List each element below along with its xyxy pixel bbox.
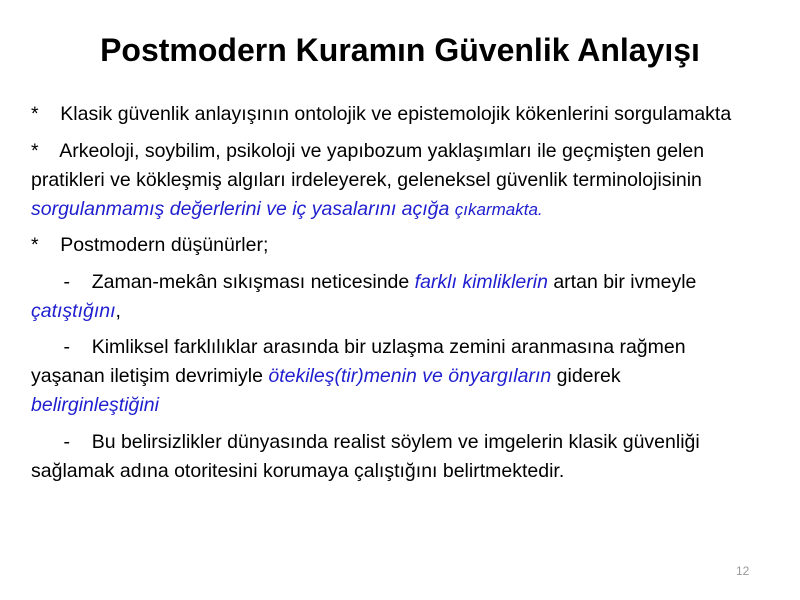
dash-marker: - (63, 270, 71, 293)
paragraph-text: artan bir ivmeyle (547, 270, 697, 293)
emphasized-text: belirginleştiğini (31, 394, 159, 416)
bullet-paragraph-1 (31, 100, 751, 129)
bullet-paragraph-2 (31, 137, 751, 224)
bullet-marker: * (31, 103, 39, 125)
paragraph-text: , (115, 299, 121, 322)
paragraph-text: Klasik güvenlik anlayışının ontolojik ve epistemolojik kökenlerini sorgulamakta (60, 103, 732, 125)
paragraph-text: giderek (551, 365, 621, 387)
emphasized-text: çatıştığını (31, 299, 116, 322)
bullet-paragraph-3 (31, 231, 751, 260)
bullet-marker: * (31, 139, 39, 162)
slide-content (31, 100, 751, 493)
paragraph-text: Bu belirsizlikler dünyasında realist söylem ve imgelerin klasik güvenliği sağlamak adına otoritesini korumaya çalıştığını belirtmektedir. (31, 430, 700, 482)
paragraph-text: Postmodern düşünürler; (60, 234, 269, 256)
emphasized-text: ötekileş(tir)menin ve önyargıların (268, 365, 552, 387)
emphasized-text: farklı kimliklerin (414, 270, 548, 293)
dash-paragraph-3 (31, 428, 751, 486)
paragraph-text: Zaman-mekân sıkışması neticesinde (91, 270, 415, 293)
dash-marker: - (63, 430, 71, 453)
slide-title: Postmodern Kuramın Güvenlik Anlayışı (100, 32, 700, 68)
emphasized-text: çıkarmakta. (454, 199, 543, 219)
dash-paragraph-1 (31, 268, 751, 326)
dash-paragraph-2 (31, 333, 751, 420)
emphasized-text: sorgulanmamış değerlerini ve iç yasalarını açığa (31, 197, 455, 220)
paragraph-text: Arkeoloji, soybilim, psikoloji ve yapıbozum yaklaşımları ile geçmişten gelen pratikleri ve kökleşmiş algıları irdeleyerek, geleneksel güvenlik terminolojisinin (31, 139, 705, 191)
dash-marker: - (63, 336, 71, 358)
bullet-marker: * (31, 234, 39, 256)
page-number: 12 (736, 564, 750, 578)
paragraph-text: Kimliksel farklılıklar arasında bir uzlaşma zemini aranmasına rağmen yaşanan iletişim devrimiyle (31, 336, 686, 387)
